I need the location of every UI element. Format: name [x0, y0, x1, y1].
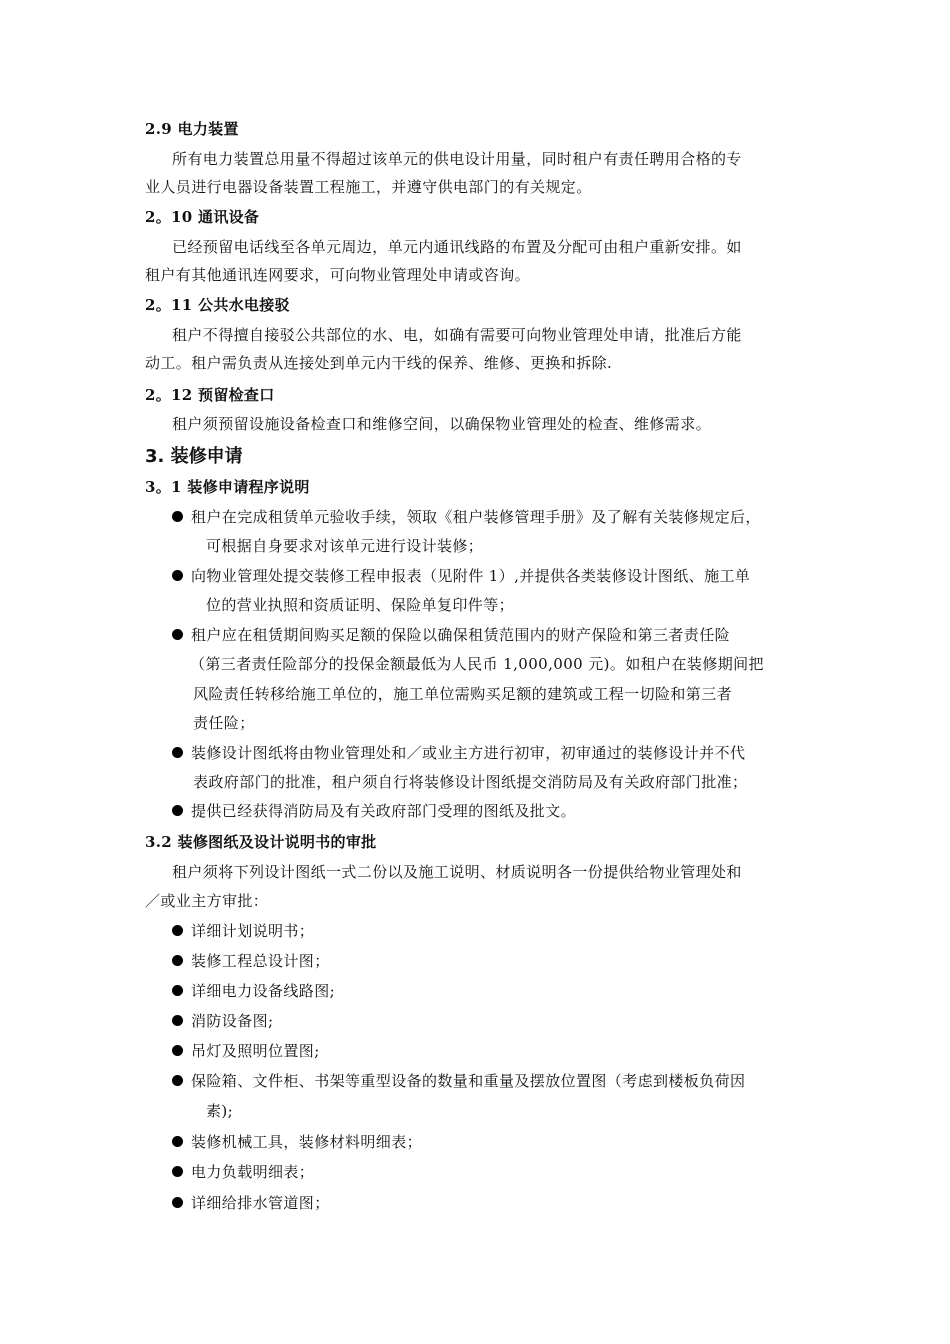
- list-item-continuation: 风险责任转移给施工单位的，施工单位需购买足额的建筑或工程一切险和第三者: [193, 685, 733, 703]
- list-item: 向物业管理处提交装修工程申报表（见附件 1）,并提供各类装修设计图纸、施工单: [172, 565, 750, 586]
- paragraph-line: 所有电力装置总用量不得超过该单元的供电设计用量，同时租户有责任聘用合格的专: [172, 150, 742, 168]
- list-item-continuation: 责任险；: [193, 714, 255, 732]
- bullet-icon: [172, 629, 183, 640]
- section-heading: 3.2 装修图纸及设计说明书的审批: [145, 833, 377, 851]
- list-item: 电力负载明细表；: [172, 1161, 314, 1182]
- list-item: 装修工程总设计图；: [172, 950, 330, 971]
- bullet-icon: [172, 925, 183, 936]
- bullet-icon: [172, 955, 183, 966]
- bullet-icon: [172, 1045, 183, 1056]
- list-item-continuation: 表政府部门的批准，租户须自行将装修设计图纸提交消防局及有关政府部门批准；: [193, 773, 748, 791]
- section-heading: 2.9 电力装置: [145, 120, 239, 138]
- bullet-icon: [172, 511, 183, 522]
- bullet-icon: [172, 1075, 183, 1086]
- list-item: 吊灯及照明位置图;: [172, 1040, 320, 1061]
- section-heading: 2。12 预留检查口: [145, 386, 275, 404]
- bullet-icon: [172, 747, 183, 758]
- paragraph-line: 动工。租户需负责从连接处到单元内干线的保养、维修、更换和拆除.: [145, 354, 613, 372]
- paragraph-line: 租户须预留设施设备检查口和维修空间，以确保物业管理处的检查、维修需求。: [172, 415, 712, 433]
- list-item-continuation: 素);: [206, 1102, 234, 1120]
- paragraph-line: 租户不得擅自接驳公共部位的水、电，如确有需要可向物业管理处申请，批准后方能: [172, 326, 742, 344]
- paragraph-line: 租户须将下列设计图纸一式二份以及施工说明、材质说明各一份提供给物业管理处和: [172, 863, 742, 881]
- list-item: 装修设计图纸将由物业管理处和／或业主方进行初审，初审通过的装修设计并不代: [172, 742, 745, 763]
- list-item: 详细电力设备线路图;: [172, 980, 335, 1001]
- section-heading: 2。11 公共水电接驳: [145, 296, 290, 314]
- section-heading: 3。1 装修申请程序说明: [145, 478, 310, 496]
- list-item: 详细给排水管道图；: [172, 1192, 330, 1213]
- list-item: 租户应在租赁期间购买足额的保险以确保租赁范围内的财产保险和第三者责任险: [172, 624, 730, 645]
- paragraph-line: ／或业主方审批：: [145, 892, 269, 910]
- bullet-icon: [172, 985, 183, 996]
- list-item-continuation: 位的营业执照和资质证明、保险单复印件等；: [206, 596, 515, 614]
- bullet-icon: [172, 1015, 183, 1026]
- list-item: 详细计划说明书；: [172, 920, 314, 941]
- paragraph-line: 租户有其他通讯连网要求，可向物业管理处申请或咨询。: [145, 266, 531, 284]
- bullet-icon: [172, 1166, 183, 1177]
- section-heading: 2。10 通讯设备: [145, 208, 260, 226]
- list-item-continuation: 可根据自身要求对该单元进行设计装修；: [206, 537, 484, 555]
- list-item: 提供已经获得消防局及有关政府部门受理的图纸及批文。: [172, 800, 576, 821]
- list-item: 保险箱、文件柜、书架等重型设备的数量和重量及摆放位置图（考虑到楼板负荷因: [172, 1070, 745, 1091]
- list-item: 租户在完成租赁单元验收手续，领取《租户装修管理手册》及了解有关装修规定后，: [172, 506, 761, 527]
- list-item: 装修机械工具，装修材料明细表；: [172, 1131, 422, 1152]
- bullet-icon: [172, 1136, 183, 1147]
- bullet-icon: [172, 570, 183, 581]
- list-item: 消防设备图;: [172, 1010, 273, 1031]
- list-item-continuation: （第三者责任险部分的投保金额最低为人民币 1,000,000 元)。如租户在装修期间把: [190, 655, 764, 673]
- paragraph-line: 已经预留电话线至各单元周边，单元内通讯线路的布置及分配可由租户重新安排。如: [172, 238, 742, 256]
- chapter-heading: 3. 装修申请: [145, 446, 243, 467]
- paragraph-line: 业人员进行电器设备装置工程施工，并遵守供电部门的有关规定。: [145, 178, 592, 196]
- bullet-icon: [172, 1197, 183, 1208]
- bullet-icon: [172, 805, 183, 816]
